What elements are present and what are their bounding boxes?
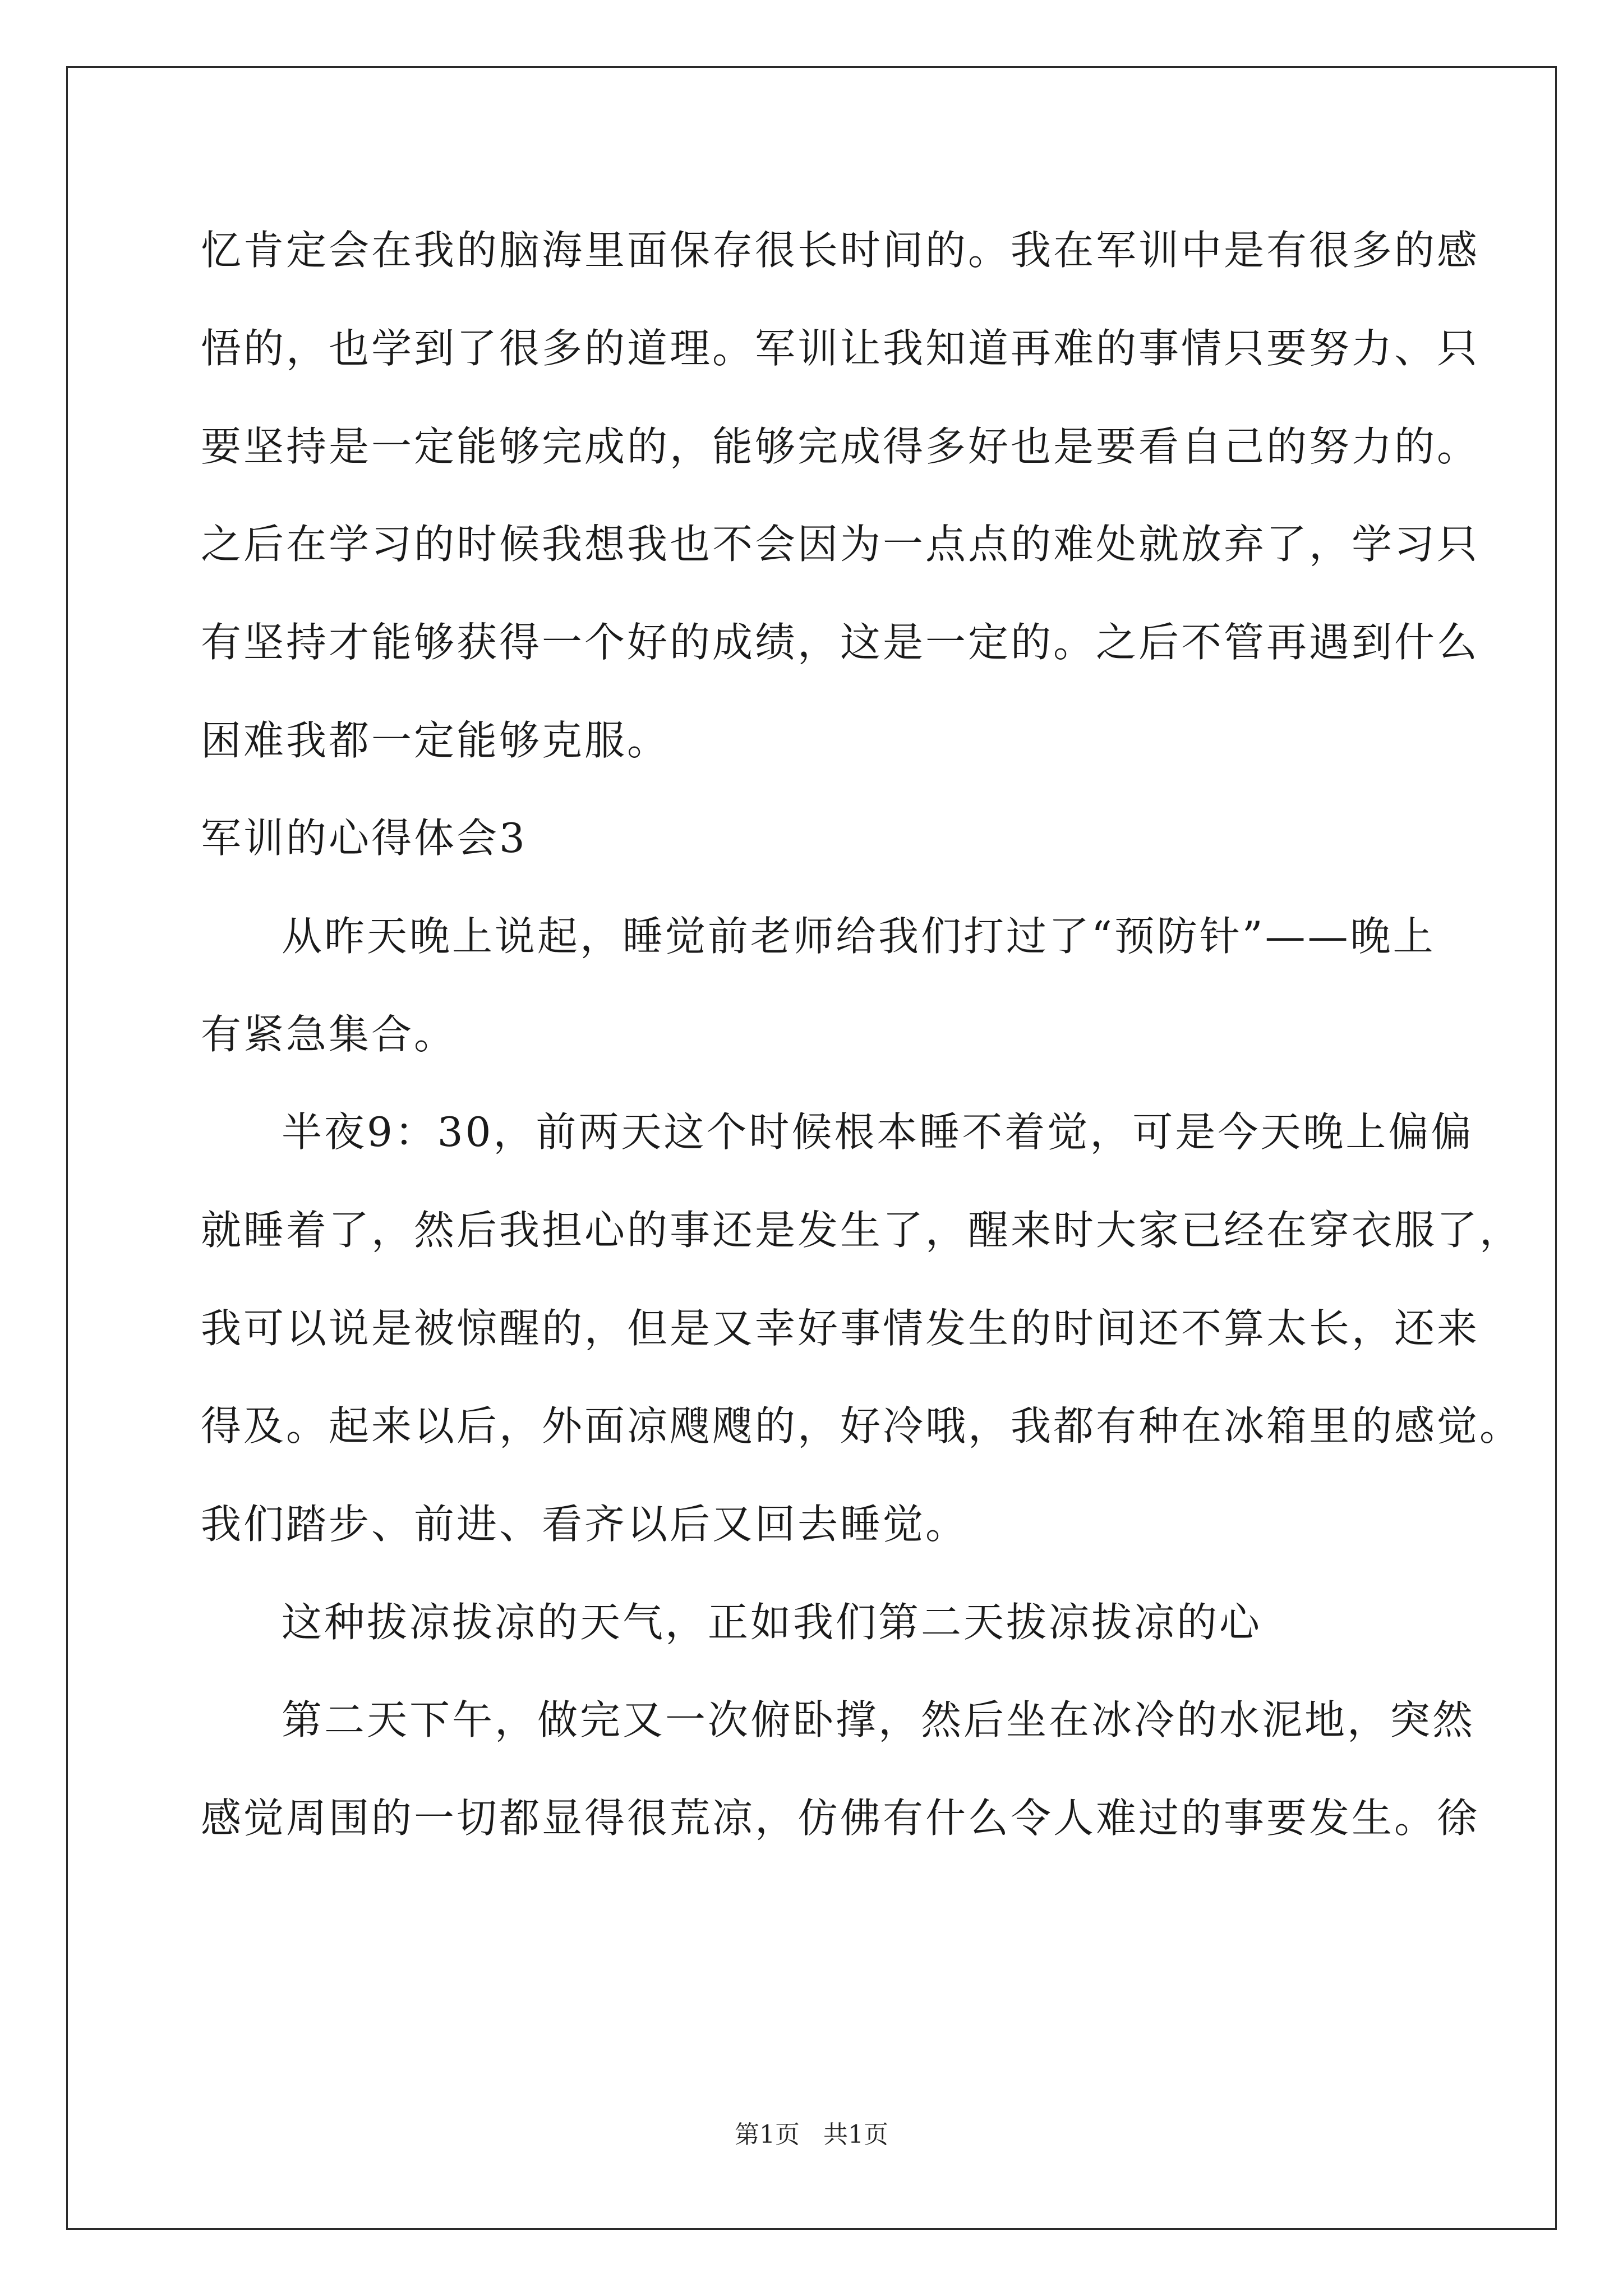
text-line: 从昨天晚上说起，睡觉前老师给我们打过了“预防针”——晚上 (282, 913, 1436, 960)
page-number-total: 共1页 (823, 2120, 888, 2149)
text-line: 半夜9：30，前两天这个时候根本睡不着觉，可是今天晚上偏偏 (282, 1108, 1474, 1156)
page-number-current: 第1页 (735, 2120, 800, 2149)
text-line: 有坚持才能够获得一个好的成绩，这是一定的。之后不管再遇到什么 (201, 619, 1480, 666)
text-line: 我们踏步、前进、看齐以后又回去睡觉。 (201, 1501, 969, 1548)
text-line: 得及。起来以后，外面凉飕飕的，好冷哦，我都有种在冰箱里的感觉。 (201, 1402, 1523, 1450)
section-heading: 军训的心得体会3 (201, 815, 527, 862)
text-line: 就睡着了，然后我担心的事还是发生了，醒来时大家已经在穿衣服了， (201, 1207, 1523, 1254)
text-line: 有紧急集合。 (201, 1011, 457, 1058)
text-line: 第二天下午，做完又一次俯卧撑，然后坐在冰冷的水泥地，突然 (282, 1696, 1476, 1743)
text-line: 要坚持是一定能够完成的，能够完成得多好也是要看自己的努力的。 (201, 423, 1480, 470)
text-line: 忆肯定会在我的脑海里面保存很长时间的。我在军训中是有很多的感 (201, 227, 1480, 274)
text-line: 悟的，也学到了很多的道理。军训让我知道再难的事情只要努力、只 (201, 325, 1480, 372)
text-line: 困难我都一定能够克服。 (201, 717, 670, 764)
text-line: 这种拔凉拔凉的天气，正如我们第二天拔凉拔凉的心 (282, 1599, 1262, 1646)
text-line: 我可以说是被惊醒的，但是又幸好事情发生的时间还不算太长，还来 (201, 1305, 1480, 1352)
text-line: 之后在学习的时候我想我也不会因为一点点的难处就放弃了，学习只 (201, 521, 1480, 568)
page-footer (0, 2119, 1623, 2151)
text-line: 感觉周围的一切都显得很荒凉，仿佛有什么令人难过的事要发生。徐 (201, 1795, 1480, 1842)
